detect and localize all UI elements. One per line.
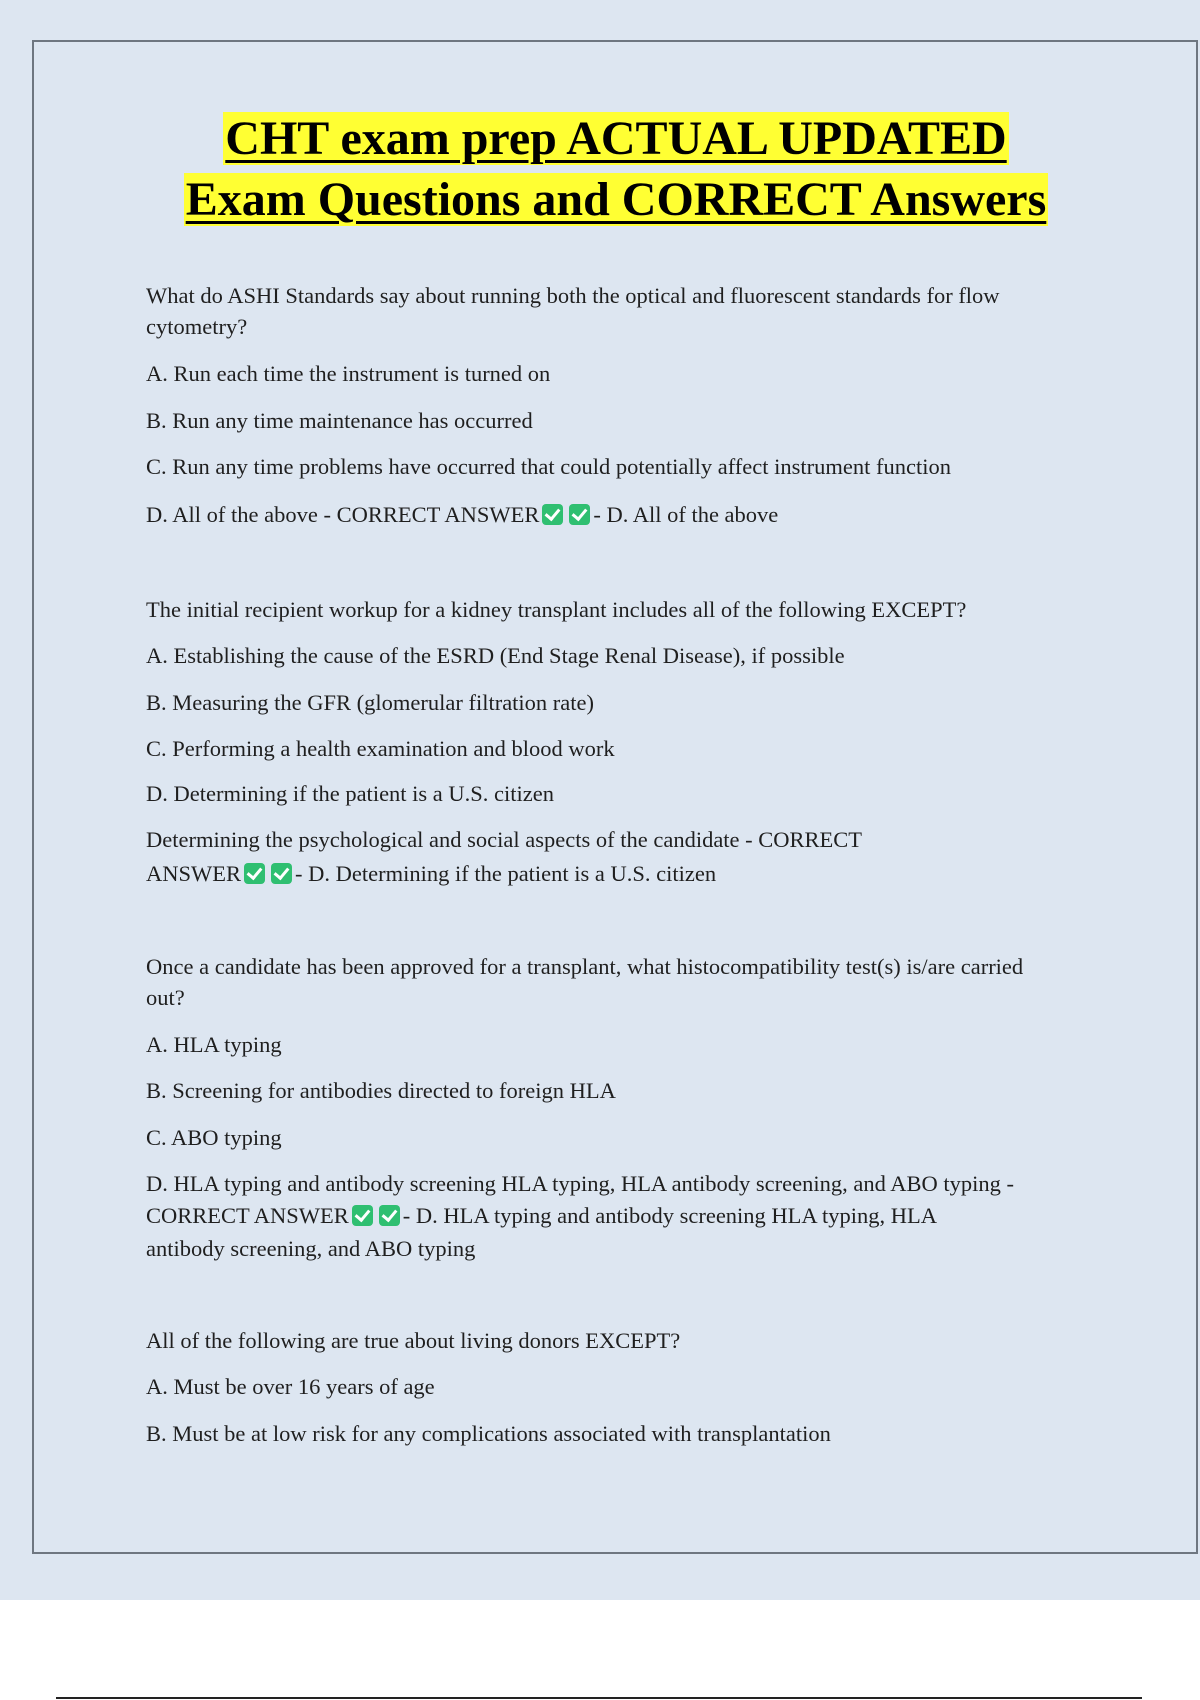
question-1-answer [146,499,778,531]
green-check-icon [271,863,292,884]
question-2-option-c: C. Performing a health examination and blood work [146,736,615,761]
title-line-2: Exam Questions and CORRECT Answers [185,173,1047,226]
question-2-option-b: B. Measuring the GFR (glomerular filtration rate) [146,690,595,715]
question-3-text-line-2: out? [146,985,185,1010]
question-3-answer-line-2 [146,1200,937,1232]
title-line-1: CHT exam prep ACTUAL UPDATED [225,112,1007,165]
answer-label: D. All of the above - CORRECT ANSWER [146,502,540,527]
question-2-text-line-1: The initial recipient workup for a kidney transplant includes all of the following EXCEPT? [146,597,967,622]
green-check-icon [379,1205,400,1226]
answer-value: - D. All of the above [593,502,779,527]
question-3-option-c: C. ABO typing [146,1125,282,1150]
footer-divider [56,1697,1142,1699]
question-3-option-b: B. Screening for antibodies directed to foreign HLA [146,1078,616,1103]
question-1-option-b: B. Run any time maintenance has occurred [146,408,533,433]
green-check-icon [244,863,265,884]
answer-label: ANSWER [146,861,241,886]
question-2-option-a: A. Establishing the cause of the ESRD (End Stage Renal Disease), if possible [146,643,845,668]
question-1-text-line-1: What do ASHI Standards say about running both the optical and fluorescent standards for flow [146,283,1000,308]
question-1-text-line-2: cytometry? [146,314,248,339]
question-2-answer-line-1: Determining the psychological and social aspects of the candidate - CORRECT [146,827,863,852]
answer-value: - D. HLA typing and antibody screening HLA typing, HLA [402,1203,938,1228]
green-check-icon [542,504,563,525]
question-2-option-d: D. Determining if the patient is a U.S. citizen [146,781,555,806]
green-check-icon [569,504,590,525]
document-title [0,108,1200,230]
answer-label: CORRECT ANSWER [146,1203,349,1228]
question-3-answer-line-3: antibody screening, and ABO typing [146,1236,476,1261]
question-2-answer-line-2 [146,858,716,890]
question-4-option-a: A. Must be over 16 years of age [146,1374,435,1399]
question-1-option-a: A. Run each time the instrument is turned on [146,361,551,386]
question-4-text-line-1: All of the following are true about living donors EXCEPT? [146,1328,681,1353]
green-check-icon [352,1205,373,1226]
question-3-text-line-1: Once a candidate has been approved for a transplant, what histocompatibility test(s) is/are carried [146,954,1024,979]
question-4-option-b: B. Must be at low risk for any complications associated with transplantation [146,1421,831,1446]
answer-value: - D. Determining if the patient is a U.S. citizen [295,861,717,886]
question-3-answer-line-1: D. HLA typing and antibody screening HLA typing, HLA antibody screening, and ABO typing - [146,1171,1015,1196]
question-1-option-c: C. Run any time problems have occurred that could potentially affect instrument function [146,454,951,479]
question-3-option-a: A. HLA typing [146,1032,282,1057]
